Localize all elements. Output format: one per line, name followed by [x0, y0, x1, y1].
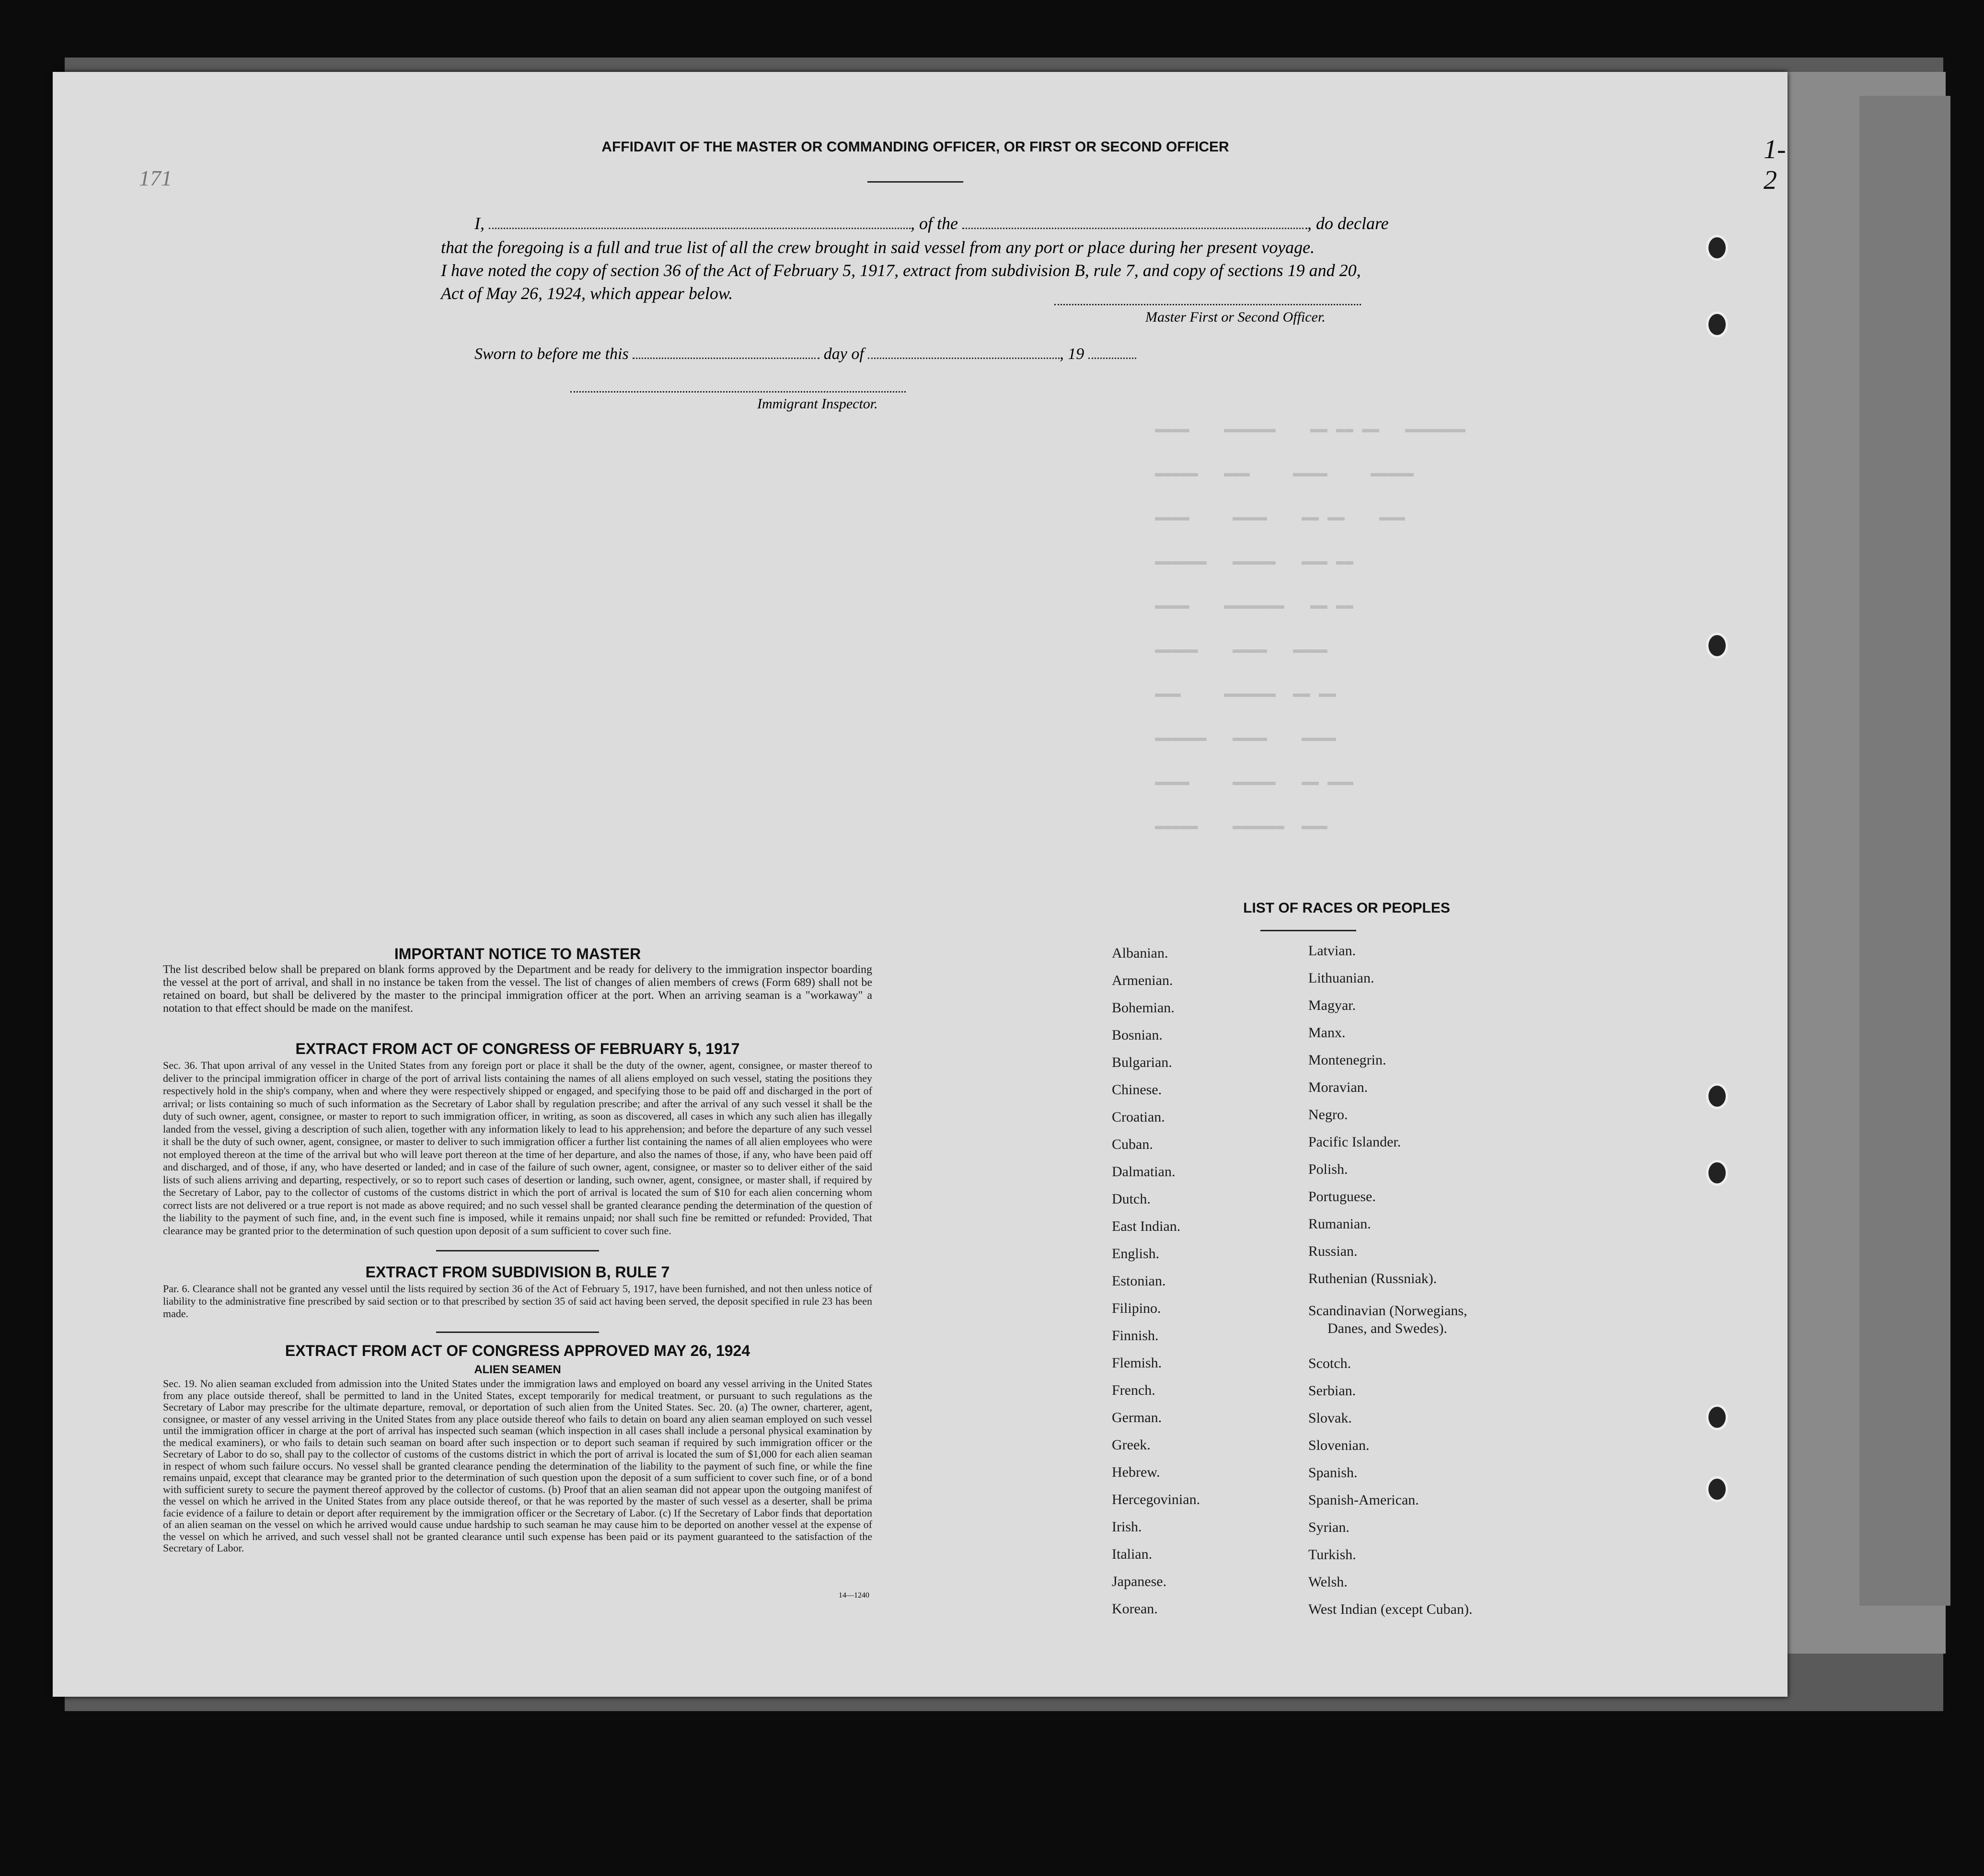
race-item: Latvian. [1308, 943, 1356, 959]
divider [436, 1332, 599, 1333]
race-item: Bulgarian. [1112, 1054, 1172, 1070]
vessel-blank [962, 227, 1307, 229]
race-item: Scotch. [1308, 1355, 1351, 1371]
affidavit-i: I, [474, 214, 484, 233]
race-item: Spanish-American. [1308, 1492, 1419, 1508]
race-item: West Indian (except Cuban). [1308, 1601, 1473, 1617]
race-item: Ruthenian (Russniak). [1308, 1271, 1437, 1286]
race-item: Russian. [1308, 1243, 1358, 1259]
sworn-day-label: day of [823, 345, 864, 363]
affidavit-of-the: , of the [911, 214, 958, 233]
inspector-label: Immigrant Inspector. [757, 396, 878, 412]
race-item: Cuban. [1112, 1136, 1153, 1152]
race-item: Welsh. [1308, 1574, 1348, 1590]
race-item: Scandinavian (Norwegians, [1308, 1303, 1467, 1319]
manifest-page [53, 72, 1788, 1697]
race-item: Albanian. [1112, 945, 1168, 961]
race-item: German. [1112, 1410, 1162, 1425]
affidavit-line-4: Act of May 26, 1924, which appear below. [441, 284, 733, 303]
signature-line [1054, 304, 1361, 305]
binder-hole [1706, 1476, 1728, 1502]
form-number: 14—1240 [839, 1591, 869, 1599]
binder-hole [1706, 1083, 1728, 1109]
race-item: Chinese. [1112, 1082, 1162, 1098]
race-item: Turkish. [1308, 1547, 1356, 1563]
race-item: Lithuanian. [1308, 970, 1374, 986]
divider [436, 1250, 599, 1251]
sworn-year-blank [1088, 357, 1136, 359]
race-item: English. [1112, 1246, 1160, 1262]
race-item: Danes, and Swedes). [1327, 1320, 1447, 1336]
race-item: Estonian. [1112, 1273, 1166, 1289]
binder-hole [1706, 312, 1728, 337]
affidavit-line-3: I have noted the copy of section 36 of the Act of February 5, 1917, extract from subdivision B, rule 7, and copy of sections 19 and 20, [441, 261, 1361, 280]
race-item: Slovak. [1308, 1410, 1352, 1426]
sworn-month-blank [868, 357, 1060, 359]
race-item: Syrian. [1308, 1519, 1350, 1535]
race-item: Magyar. [1308, 997, 1356, 1013]
inspector-signature-line [570, 391, 906, 393]
extract-1917-body: Sec. 36. That upon arrival of any vessel in the United States from any foreign port or place it shall be the duty of the owner, agent, consignee, or master thereof to deliver to the principal immigration officer in charge of the port of arrival lists containing the names of all aliens employed on such vessel, stating the positions they respectively hold in the ship's company, when and where they were respectively shipped or engaged, and specifying those to be paid off and discharged in the port of arrival; or lists containing so much of such information as the Secretary of Labor shall by regulation prescribe; and after the arrival of any such vessel it shall be the duty of such owner, agent, consignee, or master to report to such immigration officer, in writing, as soon as discovered, all cases in which any such alien has illegally landed from the vessel, giving a description of such alien, together with any information likely to lead to his apprehension; and before the departure of any such vessel it shall be the duty of such owner, agent, consignee, or master to deliver to such immigration officer a further list containing the names of all alien employees who were not employed thereon at the time of the arrival but who will leave port thereon at the time of her departure, and also the names of those, if any, who have been paid off and discharged, and of those, if any, who have deserted or landed; and in case of the failure of such owner, agent, consignee, or master so to deliver either of the said lists of such aliens arriving and departing, respectively, or so to report such cases of desertion or landing, such owner, agent, consignee, or master shall, if required by the Secretary of Labor, pay to the collector of customs of the customs district in which the port of arrival is located the sum of $10 for each alien concerning whom correct lists are not delivered or a true report is not made as above required; and no such vessel shall be granted clearance pending the determination of the question of the liability to the payment of such fine, and, in the event such fine is imposed, while it remains unpaid; nor shall such fine be remitted or refunded: Provided, That clearance may be granted prior to the determination of such question upon deposit of a sum sufficient to cover such fine. [163, 1059, 872, 1237]
affidavit-title: AFFIDAVIT OF THE MASTER OR COMMANDING OFFICER, OR FIRST OR SECOND OFFICER [601, 139, 1229, 155]
sworn-day-blank [633, 357, 819, 359]
divider [1260, 930, 1356, 931]
extract-1924-body: Sec. 19. No alien seaman excluded from admission into the United States under the immigration laws and employed on board any vessel arriving in the United States from any place outside thereof, shall be permitted to land in the United States, except temporarily for medical treatment, or pursuant to such regulations as the Secretary of Labor may prescribe for the ultimate departure, removal, or deportation of such alien from the United States. Sec. 20. (a) The owner, charterer, agent, consignee, or master of any vessel arriving in the United States from any place outside thereof who fails to detain on board any alien seaman employed on such vessel until the immigration officer in charge at the port of arrival has inspected such seaman (which inspection in all cases shall include a personal physical examination by the medical examiners), or who fails to detain such seaman on board after such inspection or to deport such seaman if required by such immigration officer or the Secretary of Labor to do so, shall pay to the collector of customs of the customs district in which the port of arrival is located the sum of $1,000 for each alien seaman in respect of whom such failure occurs. No vessel shall be granted clearance pending the determination of the liability to the payment of such fine, or while the fine remains unpaid, except that clearance may be granted prior to the determination of such question upon the deposit of a sum sufficient to cover such fine, or of a bond with sufficient surety to secure the payment thereof approved by the collector of customs. (b) Proof that an alien seaman did not appear upon the outgoing manifest of the vessel on which he arrived in the United States from any place outside thereof, or that he was reported by the master of such vessel as a deserter, shall be prima facie evidence of a failure to detain or deport after requirement by the immigration officer or the Secretary of Labor. (c) If the Secretary of Labor finds that deportation of an alien seaman on the vessel on which he arrived would cause undue hardship to such seaman he may cause him to be deported on another vessel at the expense of the vessel on which he arrived, and such vessel shall not be granted clearance until such expense has been paid or its payment guaranteed to the satisfaction of the Secretary of Labor. [163, 1378, 872, 1554]
sworn-line [474, 345, 1136, 363]
name-blank [489, 227, 911, 229]
race-item: Finnish. [1112, 1328, 1159, 1343]
race-item: Spanish. [1308, 1465, 1358, 1481]
corner-note: 1-2 [1764, 135, 1786, 195]
signature-label: Master First or Second Officer. [1145, 309, 1326, 325]
races-title: LIST OF RACES OR PEOPLES [1243, 900, 1450, 916]
race-item: Filipino. [1112, 1300, 1161, 1316]
race-item: French. [1112, 1382, 1155, 1398]
race-item: Manx. [1308, 1025, 1346, 1041]
race-item: Irish. [1112, 1519, 1142, 1535]
race-item: Pacific Islander. [1308, 1134, 1401, 1150]
notice-title: IMPORTANT NOTICE TO MASTER [394, 945, 641, 962]
rule7-title: EXTRACT FROM SUBDIVISION B, RULE 7 [365, 1263, 670, 1281]
race-item: Slovenian. [1308, 1437, 1370, 1453]
affidavit-declare: , do declare [1307, 214, 1389, 233]
affidavit-declaration-line [474, 213, 1389, 233]
race-item: Greek. [1112, 1437, 1151, 1453]
extract-1924-title: EXTRACT FROM ACT OF CONGRESS APPROVED MAY 26, 1924 [285, 1342, 750, 1359]
sworn-prefix: Sworn to before me this [474, 345, 629, 363]
affidavit-line-2: that the foregoing is a full and true list of all the crew brought in said vessel from any port or place during her present voyage. [441, 238, 1315, 257]
race-item: Bosnian. [1112, 1027, 1163, 1043]
race-item: Portuguese. [1308, 1189, 1376, 1204]
race-item: Croatian. [1112, 1109, 1165, 1125]
race-item: Italian. [1112, 1546, 1153, 1562]
race-item: Hebrew. [1112, 1464, 1160, 1480]
divider [867, 181, 963, 183]
bleed-through-texture: ▬▬▬▬ ▬▬▬▬▬▬ ▬▬ ▬▬ ▬▬ ▬▬▬▬▬▬▬ ▬▬▬▬▬ ▬▬▬ ▬▬▬▬ ▬▬▬▬▬ ▬▬▬▬ ▬▬▬▬ ▬▬ ▬▬ ▬▬▬ ▬▬▬▬▬▬ ▬▬▬▬▬ ▬▬▬ ▬▬ ▬▬▬▬ ▬▬▬▬▬▬▬ ▬▬ ▬▬ ▬▬▬▬▬ ▬▬▬▬ ▬▬▬▬ ▬▬▬ ▬▬▬▬▬▬ ▬▬ ▬▬ ▬▬▬▬▬▬ ▬▬▬▬ ▬▬▬▬ ▬▬▬▬ ▬▬▬▬▬ ▬▬ ▬▬▬ ▬▬▬▬▬ ▬▬▬▬▬▬ ▬▬▬ [1155, 421, 1466, 834]
race-item: Flemish. [1112, 1355, 1162, 1371]
race-item: Moravian. [1308, 1079, 1368, 1095]
race-item: Negro. [1308, 1107, 1348, 1123]
race-item: Polish. [1308, 1161, 1348, 1177]
binder-hole [1706, 1404, 1728, 1430]
race-item: East Indian. [1112, 1218, 1181, 1234]
race-item: Dalmatian. [1112, 1164, 1176, 1180]
extract-1917-title: EXTRACT FROM ACT OF CONGRESS OF FEBRUARY 5, 1917 [295, 1040, 740, 1057]
race-item: Dutch. [1112, 1191, 1151, 1207]
race-item: Armenian. [1112, 973, 1173, 988]
race-item: Serbian. [1308, 1383, 1356, 1399]
race-item: Japanese. [1112, 1574, 1167, 1589]
sworn-year-label: , 19 [1060, 345, 1084, 363]
race-item: Bohemian. [1112, 1000, 1175, 1016]
race-item: Hercegovinian. [1112, 1492, 1200, 1507]
rule7-body: Par. 6. Clearance shall not be granted any vessel until the lists required by section 36 of the Act of February 5, 1917, have been furnished, and not then unless notice of liability to the administrative fine prescribed by said section or to that prescribed by section 35 of said act having been served, the deposit specified in rule 23 has been made. [163, 1283, 872, 1320]
margin-note: 171 [139, 166, 172, 190]
back-sheet-edge-outer [1859, 96, 1950, 1606]
race-item: Montenegrin. [1308, 1052, 1386, 1068]
binder-hole [1706, 235, 1728, 261]
extract-1924-subtitle: ALIEN SEAMEN [474, 1363, 561, 1376]
race-item: Rumanian. [1308, 1216, 1371, 1232]
binder-hole [1706, 1160, 1728, 1186]
notice-body: The list described below shall be prepared on blank forms approved by the Department and be ready for delivery to the immigration inspector boarding the vessel at the port of arrival, and shall in no instance be taken from the vessel. The list of changes of alien members of crews (Form 689) shall not be retained on board, but shall be delivered by the master to the principal immigration officer at the port. When an arriving seaman is a "workaway" a notation to that effect should be made on the manifest. [163, 963, 872, 1015]
binder-hole [1706, 633, 1728, 659]
race-item: Korean. [1112, 1601, 1158, 1617]
